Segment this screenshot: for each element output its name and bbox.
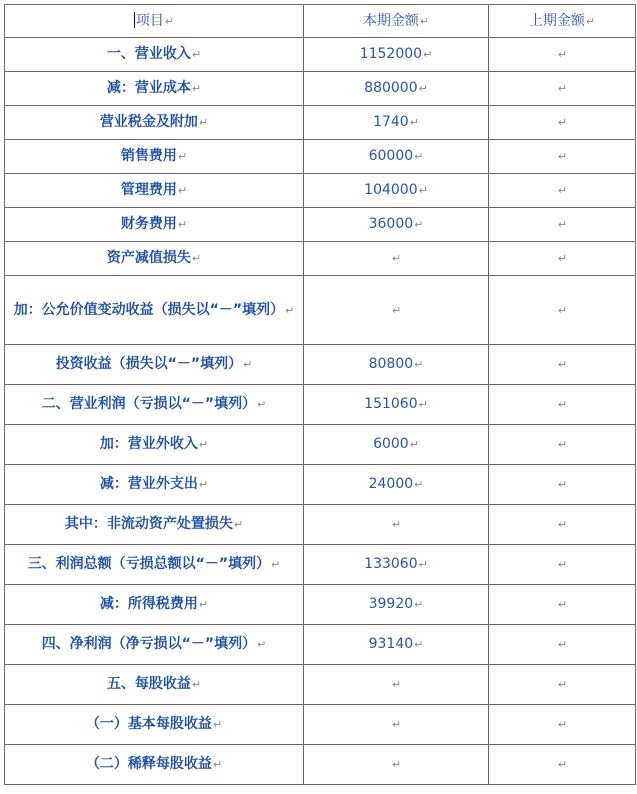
paragraph-mark-icon: ↵ xyxy=(418,398,428,411)
item-value: 四、净利润（净亏损以“－”填列） xyxy=(41,636,257,652)
cell-previous[interactable] xyxy=(489,625,636,665)
cell-previous[interactable] xyxy=(489,174,636,208)
table-row xyxy=(5,505,636,545)
paragraph-mark-icon: ↵ xyxy=(557,638,568,651)
header-previous: 上期金额 xyxy=(528,12,585,29)
item-value: 加：公允价值变动收益（损失以“－”填列） xyxy=(13,301,285,318)
item-value: 其中：非流动资产处置损失 xyxy=(64,516,233,532)
paragraph-mark-icon: ↵ xyxy=(557,116,568,129)
item-value: 减：所得税费用 xyxy=(99,596,198,612)
cell-item[interactable] xyxy=(5,745,304,785)
cell-previous[interactable] xyxy=(489,425,636,465)
item-value: 加：营业外收入 xyxy=(99,436,198,452)
paragraph-mark-icon: ↵ xyxy=(418,558,428,571)
cell-current[interactable] xyxy=(304,140,489,174)
paragraph-mark-icon: ↵ xyxy=(177,218,188,231)
cell-current[interactable] xyxy=(304,276,489,345)
current-value: 1152000 xyxy=(359,46,423,62)
paragraph-mark-icon: ↵ xyxy=(164,14,175,28)
table-row xyxy=(5,140,636,174)
table-row xyxy=(5,345,636,385)
cell-previous[interactable] xyxy=(489,745,636,785)
paragraph-mark-icon: ↵ xyxy=(418,184,428,197)
paragraph-mark-icon: ↵ xyxy=(557,358,568,371)
cell-previous[interactable] xyxy=(489,465,636,505)
cell-previous[interactable] xyxy=(489,505,636,545)
paragraph-mark-icon: ↵ xyxy=(233,518,244,531)
header-item: 项目 xyxy=(135,12,164,29)
paragraph-mark-icon: ↵ xyxy=(557,184,568,197)
paragraph-mark-icon: ↵ xyxy=(423,48,433,61)
cell-current[interactable] xyxy=(304,385,489,425)
table-row xyxy=(5,106,636,140)
cell-item[interactable] xyxy=(5,465,304,505)
text-cursor xyxy=(134,12,135,28)
cell-previous[interactable] xyxy=(489,385,636,425)
table-row xyxy=(5,665,636,705)
item-value: （一）基本每股收益 xyxy=(85,716,212,732)
cell-item[interactable] xyxy=(5,425,304,465)
paragraph-mark-icon: ↵ xyxy=(557,558,568,571)
table-row xyxy=(5,72,636,106)
cell-previous[interactable] xyxy=(489,208,636,242)
cell-current[interactable] xyxy=(304,425,489,465)
cell-previous[interactable] xyxy=(489,705,636,745)
cell-item[interactable] xyxy=(5,174,304,208)
paragraph-mark-icon: ↵ xyxy=(177,150,188,163)
paragraph-mark-icon: ↵ xyxy=(557,678,568,691)
cell-current[interactable] xyxy=(304,72,489,106)
cell-item[interactable] xyxy=(5,665,304,705)
item-value: 财务费用 xyxy=(120,216,177,232)
paragraph-mark-icon: ↵ xyxy=(557,758,568,771)
table-row xyxy=(5,705,636,745)
paragraph-mark-icon: ↵ xyxy=(557,398,568,411)
paragraph-mark-icon: ↵ xyxy=(585,14,596,28)
cell-item[interactable] xyxy=(5,625,304,665)
cell-previous[interactable] xyxy=(489,585,636,625)
cell-item[interactable] xyxy=(5,72,304,106)
cell-previous[interactable] xyxy=(489,38,636,72)
paragraph-mark-icon: ↵ xyxy=(177,184,188,197)
item-value: 五、每股收益 xyxy=(106,676,191,692)
paragraph-mark-icon: ↵ xyxy=(243,358,253,371)
header-row xyxy=(5,5,636,38)
current-value: 104000 xyxy=(364,182,418,198)
paragraph-mark-icon: ↵ xyxy=(391,303,402,317)
paragraph-mark-icon: ↵ xyxy=(391,518,402,531)
current-value: 24000 xyxy=(368,476,414,492)
income-statement-table xyxy=(4,4,636,785)
paragraph-mark-icon: ↵ xyxy=(557,252,568,265)
cell-item[interactable] xyxy=(5,545,304,585)
cell-previous[interactable] xyxy=(489,665,636,705)
cell-previous[interactable] xyxy=(489,106,636,140)
cell-item[interactable] xyxy=(5,140,304,174)
current-value: 151060 xyxy=(364,396,418,412)
paragraph-mark-icon: ↵ xyxy=(557,478,568,491)
cell-item[interactable] xyxy=(5,38,304,72)
table-row xyxy=(5,242,636,276)
item-value: 减：营业成本 xyxy=(106,80,191,96)
paragraph-mark-icon: ↵ xyxy=(418,82,428,95)
cell-item[interactable] xyxy=(5,345,304,385)
paragraph-mark-icon: ↵ xyxy=(391,678,402,691)
cell-item[interactable] xyxy=(5,705,304,745)
paragraph-mark-icon: ↵ xyxy=(198,598,209,611)
table-row xyxy=(5,585,636,625)
paragraph-mark-icon: ↵ xyxy=(557,438,568,451)
paragraph-mark-icon: ↵ xyxy=(191,48,202,61)
paragraph-mark-icon: ↵ xyxy=(409,116,419,129)
table-row xyxy=(5,465,636,505)
cell-current[interactable] xyxy=(304,545,489,585)
cell-current[interactable] xyxy=(304,242,489,276)
item-value: （二）稀释每股收益 xyxy=(85,756,212,772)
paragraph-mark-icon: ↵ xyxy=(198,438,209,451)
cell-item[interactable] xyxy=(5,585,304,625)
header-current-cell[interactable] xyxy=(304,5,489,38)
cell-current[interactable] xyxy=(304,665,489,705)
paragraph-mark-icon: ↵ xyxy=(212,718,223,731)
header-current: 本期金额 xyxy=(362,12,419,29)
paragraph-mark-icon: ↵ xyxy=(198,478,209,491)
cell-current[interactable] xyxy=(304,705,489,745)
item-value: 二、营业利润（亏损以“－”填列） xyxy=(41,396,257,412)
table-row xyxy=(5,425,636,465)
item-value: 一、营业收入 xyxy=(106,46,191,62)
cell-item[interactable] xyxy=(5,208,304,242)
table-row xyxy=(5,276,636,345)
cell-previous[interactable] xyxy=(489,345,636,385)
table-row xyxy=(5,38,636,72)
paragraph-mark-icon: ↵ xyxy=(414,598,424,611)
paragraph-mark-icon: ↵ xyxy=(557,150,568,163)
cell-current[interactable] xyxy=(304,345,489,385)
paragraph-mark-icon: ↵ xyxy=(414,638,424,651)
paragraph-mark-icon: ↵ xyxy=(198,116,209,129)
current-value: 39920 xyxy=(368,596,414,612)
paragraph-mark-icon: ↵ xyxy=(414,358,424,371)
cell-current[interactable] xyxy=(304,585,489,625)
table-row xyxy=(5,208,636,242)
cell-item[interactable] xyxy=(5,385,304,425)
cell-current[interactable] xyxy=(304,106,489,140)
table-row xyxy=(5,174,636,208)
current-value: 880000 xyxy=(364,80,418,96)
paragraph-mark-icon: ↵ xyxy=(409,438,419,451)
item-value: 管理费用 xyxy=(120,182,177,198)
paragraph-mark-icon: ↵ xyxy=(557,598,568,611)
cell-previous[interactable] xyxy=(489,72,636,106)
current-value: 36000 xyxy=(368,216,414,232)
current-value: 60000 xyxy=(368,148,414,164)
paragraph-mark-icon: ↵ xyxy=(285,303,295,317)
paragraph-mark-icon: ↵ xyxy=(391,758,402,771)
cell-current[interactable] xyxy=(304,505,489,545)
current-value: 133060 xyxy=(364,556,418,572)
current-value: 1740 xyxy=(373,114,409,130)
current-value: 80800 xyxy=(368,356,414,372)
cell-current[interactable] xyxy=(304,745,489,785)
cell-current[interactable] xyxy=(304,625,489,665)
item-value: 销售费用 xyxy=(120,148,177,164)
paragraph-mark-icon: ↵ xyxy=(414,218,424,231)
cell-item[interactable] xyxy=(5,505,304,545)
paragraph-mark-icon: ↵ xyxy=(391,718,402,731)
table-row xyxy=(5,545,636,585)
paragraph-mark-icon: ↵ xyxy=(557,718,568,731)
paragraph-mark-icon: ↵ xyxy=(271,558,281,571)
paragraph-mark-icon: ↵ xyxy=(191,252,202,265)
paragraph-mark-icon: ↵ xyxy=(557,303,568,317)
paragraph-mark-icon: ↵ xyxy=(557,518,568,531)
paragraph-mark-icon: ↵ xyxy=(557,82,568,95)
cell-current[interactable] xyxy=(304,208,489,242)
item-value: 营业税金及附加 xyxy=(99,114,198,130)
current-value: 93140 xyxy=(368,636,414,652)
paragraph-mark-icon: ↵ xyxy=(257,638,267,651)
item-value: 减：营业外支出 xyxy=(99,476,198,492)
table-row xyxy=(5,385,636,425)
header-item-cell[interactable] xyxy=(5,5,304,38)
cell-item[interactable] xyxy=(5,242,304,276)
table-row xyxy=(5,625,636,665)
cell-previous[interactable] xyxy=(489,276,636,345)
current-value: 6000 xyxy=(373,436,409,452)
cell-previous[interactable] xyxy=(489,545,636,585)
header-previous-cell[interactable] xyxy=(489,5,636,38)
table-row xyxy=(5,745,636,785)
paragraph-mark-icon: ↵ xyxy=(557,218,568,231)
paragraph-mark-icon: ↵ xyxy=(212,758,223,771)
paragraph-mark-icon: ↵ xyxy=(391,252,402,265)
cell-current[interactable] xyxy=(304,38,489,72)
paragraph-mark-icon: ↵ xyxy=(419,14,430,28)
paragraph-mark-icon: ↵ xyxy=(414,150,424,163)
item-value: 资产减值损失 xyxy=(106,250,191,266)
cell-previous[interactable] xyxy=(489,242,636,276)
cell-current[interactable] xyxy=(304,174,489,208)
cell-item[interactable] xyxy=(5,276,304,345)
cell-current[interactable] xyxy=(304,465,489,505)
paragraph-mark-icon: ↵ xyxy=(557,48,568,61)
paragraph-mark-icon: ↵ xyxy=(414,478,424,491)
paragraph-mark-icon: ↵ xyxy=(191,678,202,691)
paragraph-mark-icon: ↵ xyxy=(191,82,202,95)
paragraph-mark-icon: ↵ xyxy=(257,398,267,411)
cell-previous[interactable] xyxy=(489,140,636,174)
cell-item[interactable] xyxy=(5,106,304,140)
item-value: 三、利润总额（亏损总额以“－”填列） xyxy=(27,556,271,572)
item-value: 投资收益（损失以“－”填列） xyxy=(55,356,243,372)
